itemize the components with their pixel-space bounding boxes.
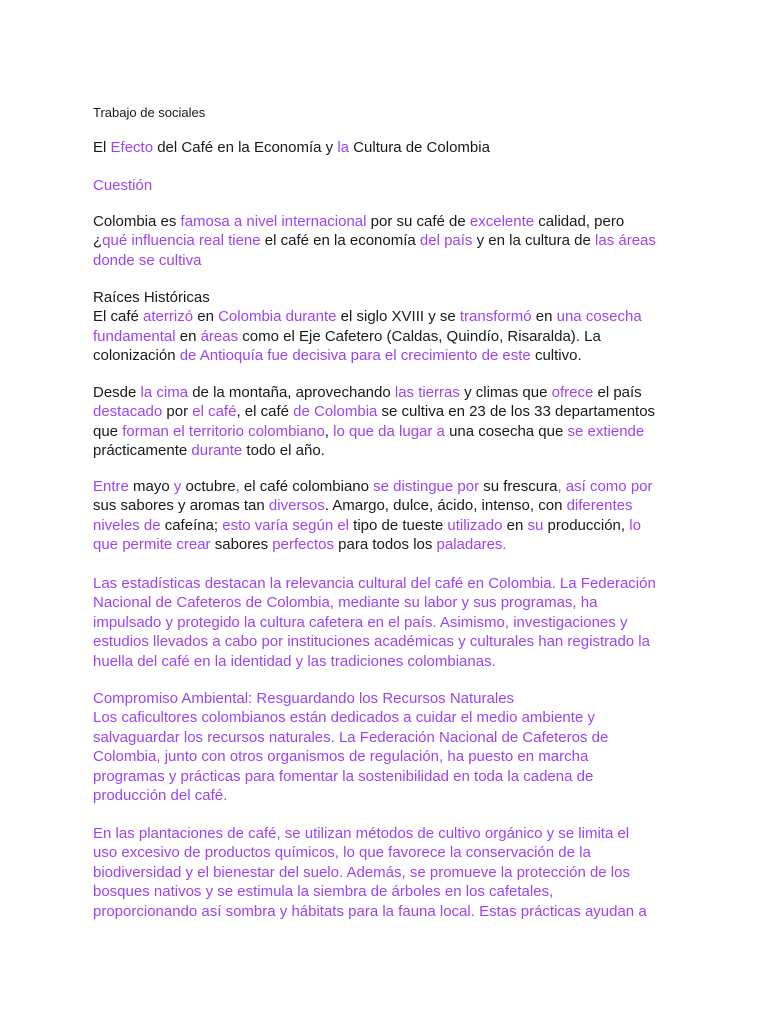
highlighted-text: las tierras [394,384,460,401]
highlighted-text: las áreas [595,232,656,250]
text-run: y climas que [459,384,552,401]
text-line [93,767,693,786]
highlighted-text: transformó [459,308,532,326]
highlighted-text: , [235,478,240,495]
text-run: cultivo. [530,347,582,365]
highlighted-text: salvaguardar los recursos naturales. La Federación Nacional de Cafeteros de [93,728,609,746]
highlighted-text: bosques nativos y se estimula la siembra de árboles en los cafetales, [93,883,554,901]
highlighted-text: uso excesivo de productos químicos, lo que favorece la conservación de la [93,844,591,862]
text-line [93,212,693,231]
highlighted-text: impulsado y protegido la cultura cafetera en el país. Asimismo, investigaciones y [93,613,628,631]
text-run: todo el año. [242,442,325,460]
text-run: El [93,139,111,156]
text-run: el siglo XVIII y se [336,308,460,326]
text-line [93,516,693,535]
highlighted-text: diferentes [566,497,633,515]
text-run: del Café en la Economía y [153,139,338,156]
text-run: cafeína; [160,516,223,534]
text-run: se cultiva en 23 de los 33 departamentos [377,403,656,421]
paragraph-mountain [93,383,693,461]
highlighted-text: En las plantaciones de café, se utilizan métodos de cultivo orgánico y se limita el [93,825,630,842]
highlighted-text: excelente [469,213,535,230]
paragraph-statistics [93,574,693,671]
highlighted-text: Compromiso Ambiental: Resguardando los Recursos Naturales [93,690,515,707]
text-line [93,307,693,326]
highlighted-text: el café [192,403,237,421]
title-line [93,138,693,157]
highlighted-text: áreas [200,327,239,345]
text-line [93,441,693,460]
highlighted-text: que permite crear [93,536,211,554]
text-line [93,747,693,766]
text-run: , el café [236,403,294,421]
text-run: calidad, pero [534,213,625,230]
text-run: , [324,422,334,440]
document-title [93,138,693,157]
text-run: en [502,516,528,534]
paragraph-intro [93,212,693,270]
highlighted-text: Efecto [110,139,154,156]
text-run: una cosecha que [444,422,568,440]
highlighted-text: Nacional de Cafeteros de Colombia, mediante su labor y sus programas, ha [93,594,598,612]
highlighted-text: de Antioquía fue decisiva para el crecimiento de este [179,347,531,365]
text-line [93,383,693,402]
text-run: para todos los [333,536,437,554]
text-line [93,708,693,727]
text-run: el país [593,384,642,401]
text-run: Cultura de Colombia [349,139,490,156]
text-line [93,843,693,862]
text-run: mayo [128,478,174,495]
highlighted-text: perfectos [272,536,334,554]
highlighted-text: se extiende [567,422,645,440]
paragraph-historical-roots [93,288,693,366]
highlighted-text: famosa a nivel internacional [180,213,367,230]
header-label-text: Trabajo de sociales [93,105,206,120]
text-line [93,689,693,708]
text-line [93,632,693,651]
highlighted-text: la [337,139,350,156]
highlighted-text: estudios llevados a cabo por instituciones académicas y culturales han registrado la [93,633,650,651]
header-label [93,103,693,122]
text-run: y en la cultura de [472,232,596,250]
text-line [93,574,693,593]
text-line [93,288,693,307]
text-run: Desde [93,384,141,401]
highlighted-text: la cima [140,384,189,401]
text-line [93,346,693,365]
highlighted-text: Los caficultores colombianos están dedicados a cuidar el medio ambiente y [93,709,595,727]
highlighted-text: una cosecha [556,308,642,326]
highlighted-text: del país [419,232,473,250]
text-run: el café en la economía [260,232,420,250]
highlighted-text: ofrece [551,384,594,401]
highlighted-text: huella del café en la identidad y las tradiciones colombianas. [93,652,496,670]
highlighted-text: , así como por [557,478,653,495]
paragraph-plantations [93,824,693,921]
text-line [93,728,693,747]
text-run: sus sabores y aromas tan [93,497,269,515]
text-run: producción, [543,516,630,534]
text-run: el café colombiano [239,478,374,495]
text-run: octubre [181,478,236,495]
text-run: en [175,327,201,345]
highlighted-text: utilizado [447,516,503,534]
highlighted-text: donde se cultiva [93,251,202,269]
text-line [93,824,693,843]
text-line [93,593,693,612]
text-line [93,652,693,671]
question-heading [93,176,693,195]
text-line [93,786,693,805]
highlighted-text: lo [629,516,641,534]
highlighted-text: Entre [93,478,129,495]
text-line [93,327,693,346]
highlighted-text: forman el territorio colombiano [122,422,325,440]
text-run: sabores [210,536,273,554]
highlighted-text: biodiversidad y el bienestar del suelo. Además, se promueve la protección de los [93,863,630,881]
highlighted-text: programas y prácticas para fomentar la sostenibilidad en toda la cadena de [93,767,594,785]
highlighted-text: esto varía según el [222,516,350,534]
text-run: su frescura [479,478,558,495]
text-run: Colombia es [93,213,181,230]
text-run: en [531,308,557,326]
highlighted-text: Las estadísticas destacan la relevancia cultural del café en Colombia. La Federación [93,575,656,592]
text-line [93,902,693,921]
text-line [93,882,693,901]
text-line [93,863,693,882]
highlighted-text: de Colombia [293,403,378,421]
highlighted-text: y [173,478,182,495]
text-line [93,613,693,632]
highlighted-text: Colombia, junto con otros organismos de regulación, ha puesto en marcha [93,748,589,766]
text-run: colonización [93,347,180,365]
text-line [93,251,693,270]
text-line [93,422,693,441]
highlighted-text: producción del café. [93,786,228,804]
text-line [93,402,693,421]
highlighted-text: aterrizó [143,308,194,326]
text-run: ¿ [93,232,103,250]
paragraph-environment [93,689,693,805]
text-line [93,231,693,250]
text-run: El café [93,308,144,326]
highlighted-text: su [527,516,544,534]
highlighted-text: Colombia durante [218,308,337,326]
text-run: en [193,308,219,326]
paragraph-harvest [93,477,693,555]
highlighted-text: diversos [268,497,325,515]
highlighted-text: niveles de [93,516,161,534]
highlighted-text: qué influencia real tiene [102,232,261,250]
highlighted-text: se distingue por [373,478,480,495]
text-run: que [93,422,123,440]
text-line [93,535,693,554]
highlighted-text: paladares. [436,536,507,554]
highlighted-text: fundamental [93,327,176,345]
text-line [93,496,693,515]
text-run: por [162,403,193,421]
text-run: Raíces Históricas [93,289,210,306]
text-run: prácticamente [93,442,192,460]
highlighted-text: proporcionando así sombra y hábitats para la fauna local. Estas prácticas ayudan a [93,902,647,920]
text-run: por su café de [366,213,470,230]
text-run: . Amargo, dulce, ácido, intenso, con [324,497,567,515]
question-heading-text: Cuestión [93,177,153,194]
text-run: como el Eje Cafetero (Caldas, Quindío, Risaralda). La [238,327,601,345]
highlighted-text: durante [191,442,243,460]
highlighted-text: lo que da lugar a [333,422,445,440]
highlighted-text: destacado [93,403,163,421]
text-line [93,477,693,496]
text-run: tipo de tueste [349,516,448,534]
text-run: de la montaña, aprovechando [188,384,395,401]
